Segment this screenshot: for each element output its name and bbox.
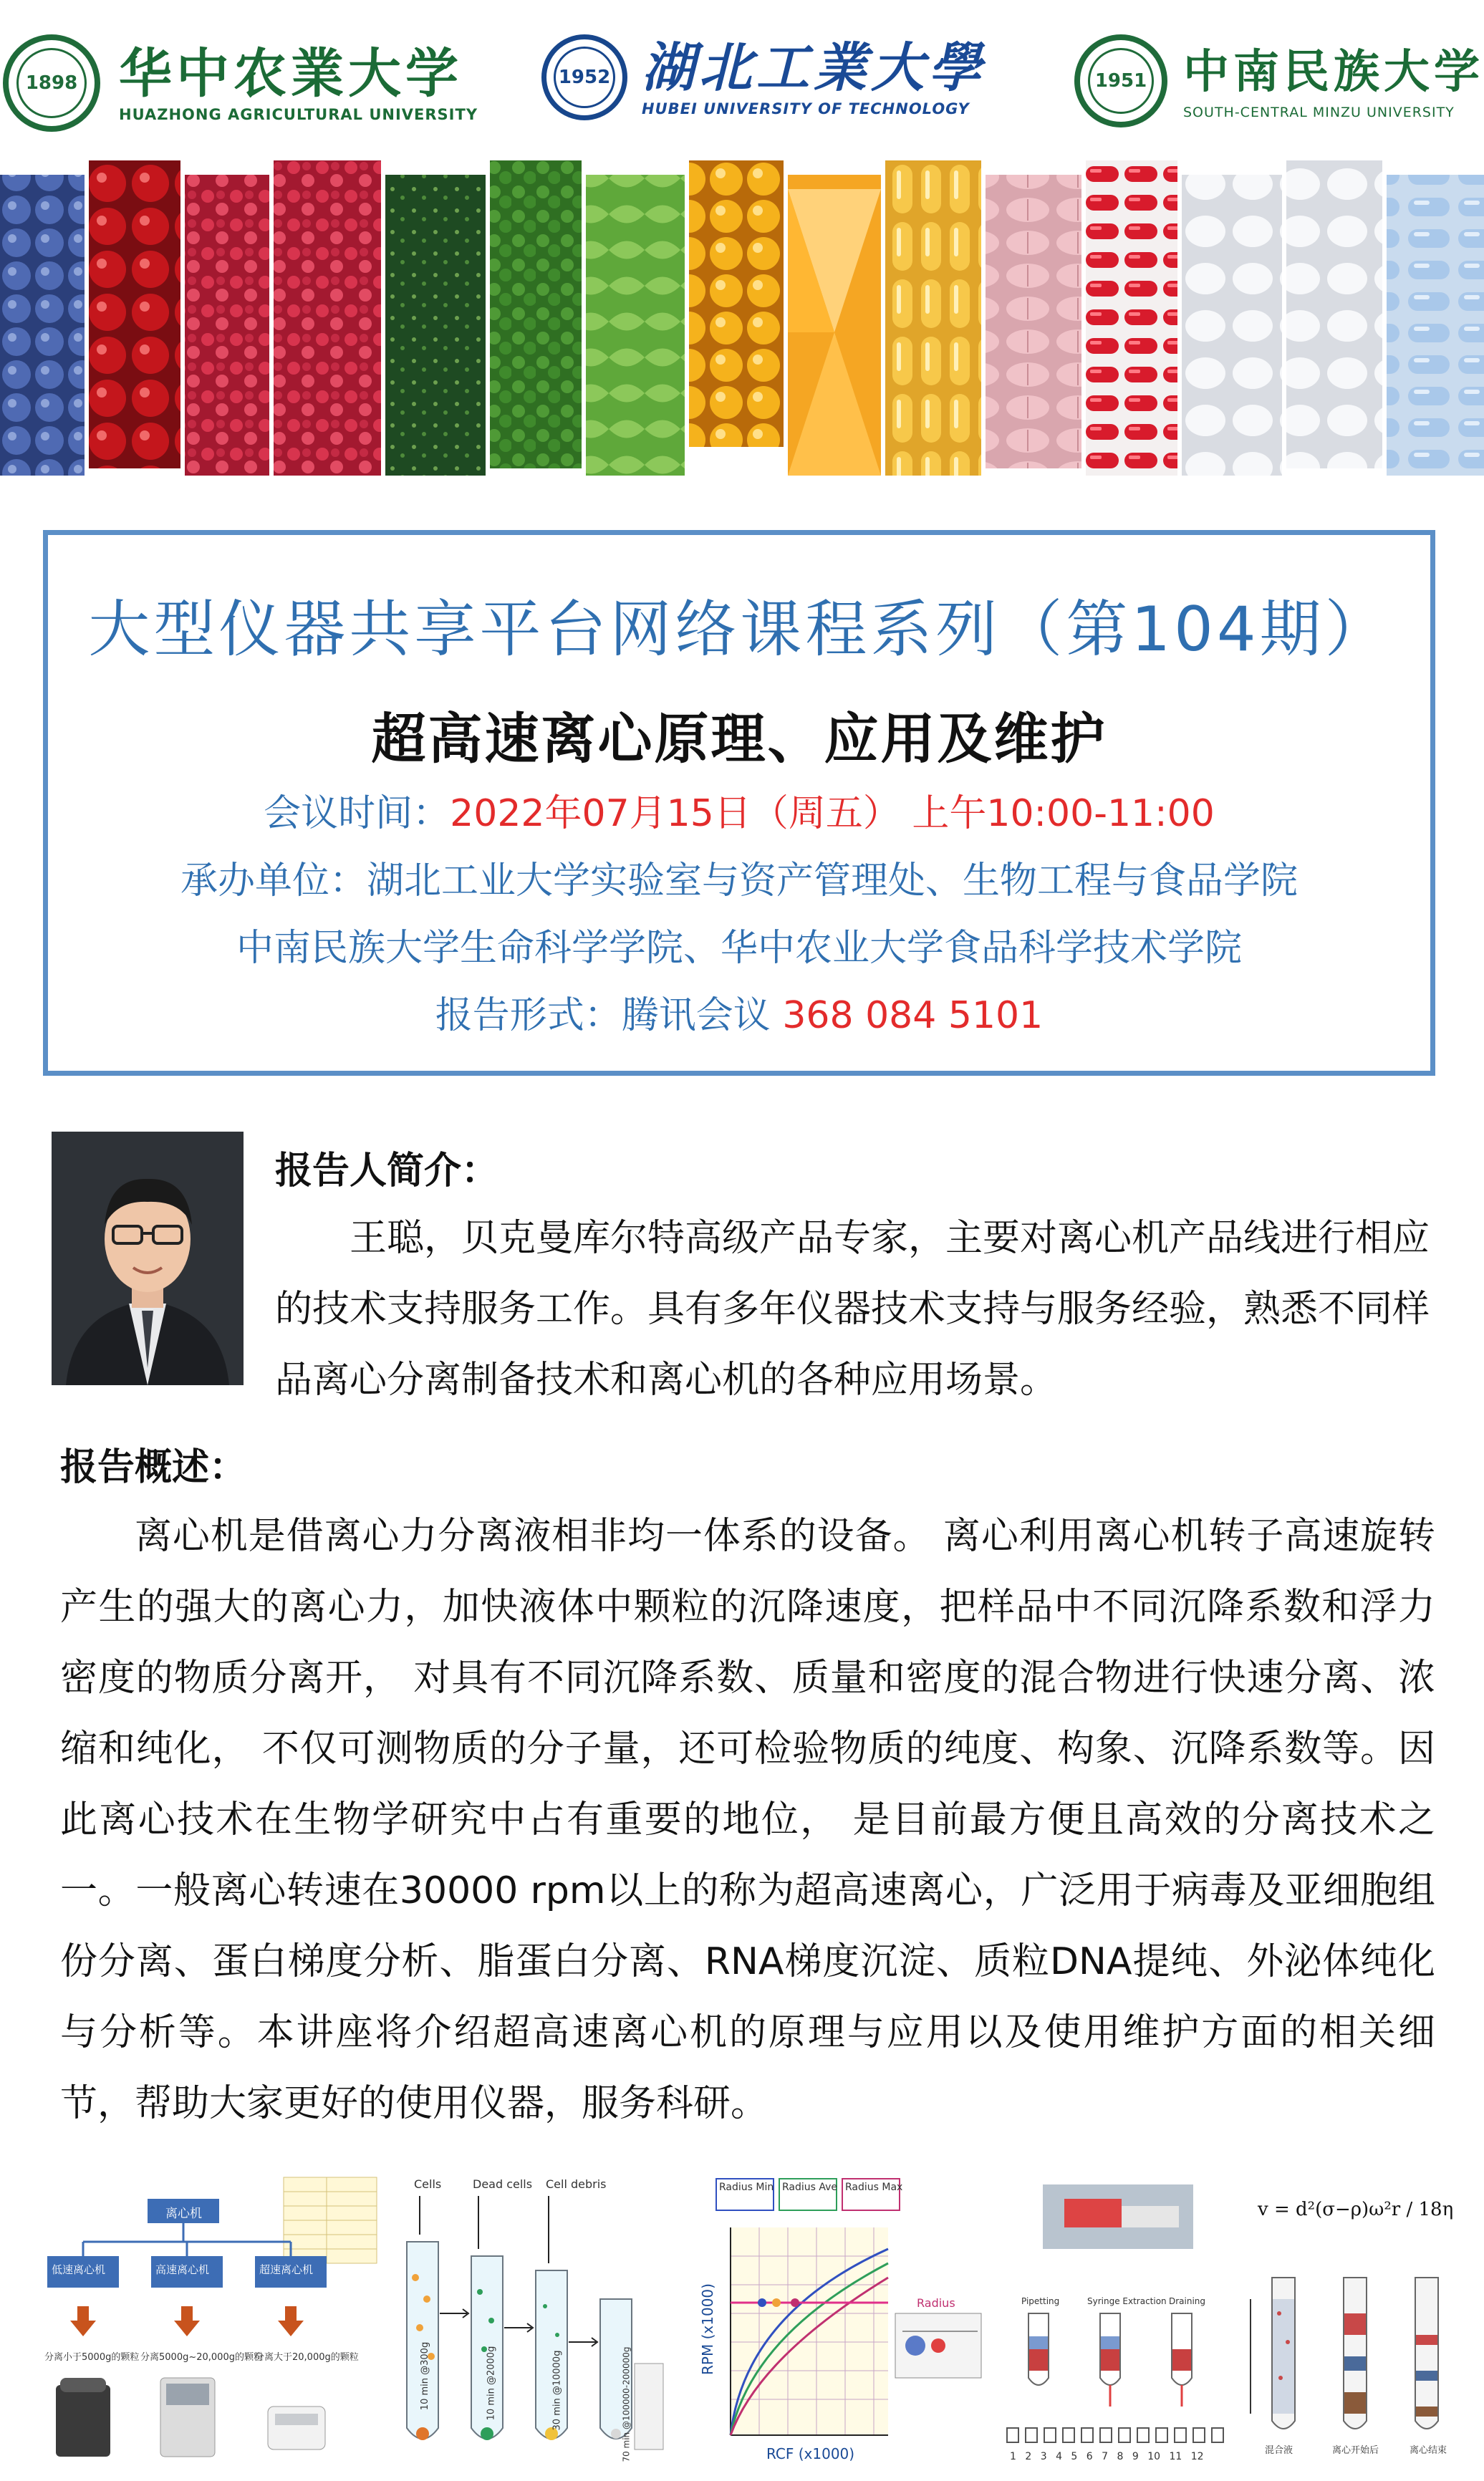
meeting-time-line [48, 783, 1430, 837]
legend-radius-max: Radius Max [845, 2182, 903, 2193]
legend-radius-ave: Radius Ave [782, 2182, 838, 2193]
pipetting-label: Pipetting [1021, 2296, 1060, 2306]
differential-centrifugation-figure [398, 2170, 685, 2471]
dead-cells-label: Dead cells [473, 2177, 533, 2191]
bio-text: 王聪，贝克曼库尔特高级产品专家，主要对离心机产品线进行相应的技术支持服务工作。具有多年仪器技术支持与服务经验，熟悉不同样品离心分离制备技术和离心机的各种应用场景。 [275, 1217, 1430, 1402]
organizer-label: 承办单位： [180, 859, 367, 902]
hubei-name-en: HUBEI UNIVERSITY OF TECHNOLOGY [642, 100, 970, 117]
format-value: 腾讯会议 [621, 994, 783, 1037]
cells-label: Cells [414, 2177, 442, 2191]
syringe-label: Syringe Extraction [1087, 2296, 1167, 2306]
seal-year: 1898 [25, 72, 78, 94]
tube-series-diagram [398, 2170, 685, 2471]
minzu-seal-icon [1074, 34, 1167, 127]
step-2-label: 10 min @2000g [486, 2346, 497, 2421]
step-1-label: 10 min @300g [420, 2341, 431, 2411]
x-axis-label: RCF (x1000) [766, 2445, 855, 2462]
minzu-name-cn: 中南民族大学 [1183, 45, 1484, 99]
y-axis-label: RPM (x1000) [698, 2283, 716, 2375]
bottom-figures [0, 2170, 1484, 2481]
huazhong-name-cn: 华中农業大学 [119, 43, 463, 105]
start-label: 离心开始后 [1332, 2445, 1379, 2456]
high-speed-label: 高速离心机 [155, 2263, 210, 2276]
minzu-name-en: SOUTH-CENTRAL MINZU UNIVERSITY [1183, 105, 1455, 120]
end-label: 离心结束 [1410, 2445, 1447, 2456]
mixture-label: 混合液 [1265, 2445, 1293, 2456]
huazhong-logo [3, 34, 478, 132]
low-speed-caption: 分离小于5000g的颗粒 [44, 2352, 140, 2363]
seal-year: 1951 [1094, 70, 1147, 92]
event-info-box [43, 530, 1435, 1076]
summary-text-block [60, 1501, 1435, 2139]
meeting-format-line [48, 985, 1430, 1039]
bio-heading: 报告人简介： [275, 1150, 499, 1193]
organizer-value-1: 湖北工业大学实验室与资产管理处、生物工程与食品学院 [367, 859, 1298, 902]
draining-label: Draining [1169, 2296, 1206, 2306]
sample-extraction-figure [1000, 2170, 1236, 2471]
summary-heading: 报告概述： [60, 1446, 247, 1489]
bio-text-block [275, 1203, 1435, 1416]
cell-debris-label: Cell debris [546, 2177, 607, 2191]
food-and-pills-banner [0, 160, 1484, 519]
meeting-time-label: 会议时间： [264, 792, 450, 835]
low-speed-label: 低速离心机 [52, 2263, 106, 2276]
banner-image [0, 160, 1484, 519]
meeting-id: 368 084 5101 [782, 994, 1044, 1037]
huazhong-seal-icon [3, 34, 100, 132]
legend-radius-min: Radius Min [719, 2182, 774, 2193]
hubei-logo [541, 34, 986, 120]
speaker-portrait-icon [52, 1132, 244, 1385]
meeting-time-value: 2022年07月15日（周五） 上午10:00-11:00 [450, 792, 1215, 835]
huazhong-name-en: HUAZHONG AGRICULTURAL UNIVERSITY [119, 106, 478, 123]
talk-title: 超高速离心原理、应用及维护 [371, 707, 1107, 771]
speaker-photo [52, 1132, 244, 1385]
header-logo-row [0, 0, 1484, 158]
high-speed-caption: 分离5000g~20,000g的颗粒 [140, 2352, 263, 2363]
classification-diagram [40, 2170, 384, 2471]
hubei-name-cn: 湖北工業大學 [642, 37, 986, 99]
rpm-rcf-figure [688, 2170, 988, 2471]
format-label: 报告形式： [435, 994, 622, 1037]
hubei-seal-icon [541, 34, 627, 120]
extraction-diagram [1000, 2170, 1236, 2471]
rpm-rcf-plot [688, 2170, 988, 2471]
sedimentation-formula-figure [1243, 2170, 1473, 2471]
summary-text: 离心机是借离心力分离液相非均一体系的设备。 离心利用离心机转子高速旋转产生的强大的离心力，加快液体中颗粒的沉降速度，把样品中不同沉降系数和浮力密度的物质分离开， 对具有不同沉降系数、质量和密度的混合物进行快速分离、浓缩和纯化， 不仅可测物质的分子量，还可检验物质的纯度、构象、沉降系数等。因此离心技术在生物学研究中占有重要的地位， 是目前最方便且高效的分离技术之一。一般离心转速在30000 rpm以上的称为超高速离心，广泛用于病毒及亚细胞组份分离、蛋白梯度分析、脂蛋白分离、RNA梯度沉淀、质粒DNA提纯、外泌体纯化与分析等。本讲座将介绍超高速离心机的原理与应用以及使用维护方面的相关细节，帮助大家更好的使用仪器，服务科研。 [60, 1515, 1435, 2125]
ultra-speed-label: 超速离心机 [259, 2263, 314, 2276]
stokes-formula: v = d²(σ−ρ)ω²r / 18η [1258, 2199, 1454, 2220]
organizer-line-2: 中南民族大学生命科学学院、华中农业大学食品科学技术学院 [236, 927, 1242, 970]
organizer-line-1 [48, 850, 1430, 904]
tube-numbers: 1 2 3 4 5 6 7 8 9 10 11 12 [1010, 2451, 1204, 2462]
ultra-speed-caption: 分离大于20,000g的颗粒 [255, 2352, 359, 2363]
centrifuge-root-label: 离心机 [165, 2207, 202, 2221]
minzu-logo [1074, 34, 1484, 127]
series-title: 大型仪器共享平台网络课程系列（第104期） [88, 594, 1390, 665]
step-4-label: 70 min @100000-200000g [621, 2346, 632, 2462]
radius-callout: Radius [917, 2296, 955, 2310]
seal-year: 1952 [558, 67, 611, 88]
step-3-label: 30 min @10000g [551, 2350, 563, 2431]
centrifuge-classification-figure [40, 2170, 384, 2471]
